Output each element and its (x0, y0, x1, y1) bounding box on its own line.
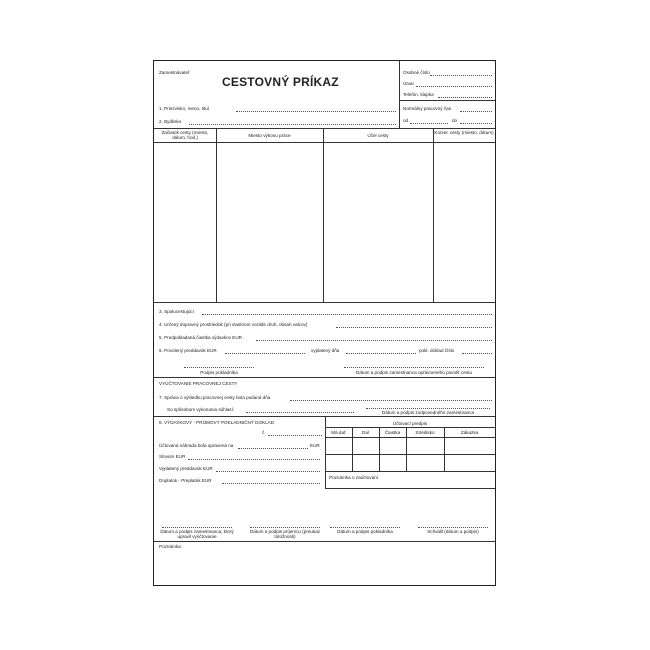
header-right-divider (399, 100, 495, 101)
accounting-col-debit: Má dať (331, 430, 346, 435)
transport-label: 4. Určený dopravný prostriedok (pri vlastnom vozidle druh, obsah valcov) (159, 322, 308, 327)
balance-field[interactable] (222, 483, 320, 484)
report-label: 7. Správa o výsledku pracovnej cesty bola podaná dňa (159, 395, 271, 400)
accounting-heading: Účtovací predpis (392, 421, 428, 426)
accounting-header-bottom (325, 437, 495, 438)
agreement-label: So spôsobom vykonania súhlasí: (167, 407, 235, 412)
settled-eur-label: EUR (310, 443, 320, 448)
accounting-heading-divider (325, 427, 495, 428)
trip-col-divider-1 (216, 128, 217, 302)
approver-signature-label: Dátum a podpis zamestnanca oprávneného povoliť cestu (355, 370, 473, 375)
note-label: Poznámka: (159, 544, 182, 549)
trip-end-header: Koniec cesty (miesto, dátum) (434, 130, 494, 135)
working-time-field[interactable] (460, 111, 492, 112)
section-divider-settlement (154, 377, 495, 378)
department-label: Útvar (403, 81, 414, 86)
trip-start-header: Začiatok cesty (miesto, dátum, hod.) (161, 130, 209, 140)
to-label: do (452, 118, 458, 123)
from-field[interactable] (410, 123, 448, 124)
accounting-col-divider-3 (406, 427, 407, 471)
paid-date-field[interactable] (346, 353, 416, 354)
accounting-col-center: Stredisko (415, 430, 435, 435)
accounting-col-amount: Čiastka (384, 430, 401, 435)
signature-label-cashier: Dátum a podpis pokladníka (337, 529, 393, 534)
header-divider (399, 61, 400, 128)
trip-table-header-bottom (154, 142, 495, 143)
doc-number-label: č. (262, 430, 266, 435)
accounting-col-divider-4 (444, 427, 445, 471)
name-field[interactable] (236, 111, 396, 112)
trip-purpose-header: Účel cesty (367, 133, 389, 138)
trip-col-divider-2 (323, 128, 324, 302)
trip-col-divider-3 (433, 128, 434, 302)
phone-label: Telefón, klapka (403, 92, 434, 97)
advance-label: 6. Povolený preddavok EUR (159, 348, 217, 353)
signature-line-approver[interactable] (418, 527, 488, 528)
personal-number-label: Osobné číslo (403, 70, 430, 75)
cashier-signature-label: Podpis pokladníka (200, 370, 238, 375)
accounting-col-divider-2 (379, 427, 380, 471)
signature-label-approver: Schválil (dátum a podpis) (427, 529, 479, 534)
department-field[interactable] (416, 86, 492, 87)
responsible-signature-label: Dátum a podpis zodpovedného zamestnanca (381, 410, 475, 415)
cash-doc-label: pokl. doklad číslo (419, 348, 455, 353)
accounting-rows-bottom (325, 471, 495, 472)
responsible-signature-line[interactable] (366, 408, 490, 409)
trip-table-top (154, 128, 495, 129)
paid-advance-label: Vyplatený preddavok EUR (159, 466, 213, 471)
trip-table-bottom (154, 302, 495, 303)
expected-amount-field[interactable] (256, 340, 492, 341)
accounting-col-divider-1 (352, 427, 353, 471)
accounting-col-credit: Dal (362, 430, 369, 435)
settled-field[interactable] (238, 448, 308, 449)
report-date-field[interactable] (290, 400, 492, 401)
approver-signature-line[interactable] (344, 367, 484, 368)
balance-label: Doplatok - Preplatok EUR (159, 478, 212, 483)
expense-heading: 8. VÝDAVKOVÝ - PRÍJMOVÝ POKLADNIČNÝ DOKLAD (159, 420, 275, 425)
signature-line-cashier[interactable] (330, 527, 400, 528)
signature-line-preparer[interactable] (162, 527, 232, 528)
expected-amount-label: 5. Predpokladaná čiastka výdavkov EUR (159, 335, 242, 340)
accounting-col-order: Zákazka (460, 430, 479, 435)
companions-label: 3. Spolucestujúci (159, 309, 194, 314)
cashier-signature-line[interactable] (184, 367, 254, 368)
accounting-box-bottom (325, 488, 495, 489)
companions-field[interactable] (202, 314, 492, 315)
signature-line-recipient[interactable] (250, 527, 320, 528)
to-field[interactable] (460, 123, 492, 124)
signature-label-recipient: Dátum a podpis príjemcu (preukaz totožnosti) (249, 529, 321, 539)
address-label: 2. Bydlisko (159, 119, 182, 124)
paid-advance-field[interactable] (216, 471, 320, 472)
settlement-heading: VYÚČTOVANIE PRACOVNEJ CESTY (159, 381, 238, 386)
doc-number-field[interactable] (268, 435, 322, 436)
words-label: Slovom EUR (159, 454, 186, 459)
section-divider-note (154, 541, 495, 542)
phone-field[interactable] (438, 97, 492, 98)
settled-label: Účtovaná náhrada bola upravená na (159, 443, 234, 448)
advance-field[interactable] (225, 353, 305, 354)
form-title: CESTOVNÝ PRÍKAZ (222, 75, 339, 89)
transport-field[interactable] (336, 327, 492, 328)
cash-doc-field[interactable] (462, 353, 492, 354)
working-time-label: Normálny pracovný čas (403, 106, 451, 111)
accounting-note-label: Poznámka o zaúčtovaní (329, 475, 379, 480)
employer-label: Zamestnávateľ (159, 70, 190, 75)
address-field[interactable] (189, 124, 396, 125)
accounting-row-divider (325, 454, 495, 455)
agreement-field[interactable] (246, 412, 354, 413)
work-place-header: Miesto výkonu práce (248, 133, 291, 138)
from-label: od (403, 118, 409, 123)
signature-label-preparer: Dátum a podpis zamestnanca, ktorý upravil vyúčtovanie (160, 529, 234, 539)
personal-number-field[interactable] (430, 75, 492, 76)
name-label: 1. Priezvisko, meno, titul (159, 106, 209, 111)
travel-order-form (153, 60, 496, 586)
paid-label: vyplatený dňa (311, 348, 340, 353)
words-field[interactable] (188, 459, 320, 460)
